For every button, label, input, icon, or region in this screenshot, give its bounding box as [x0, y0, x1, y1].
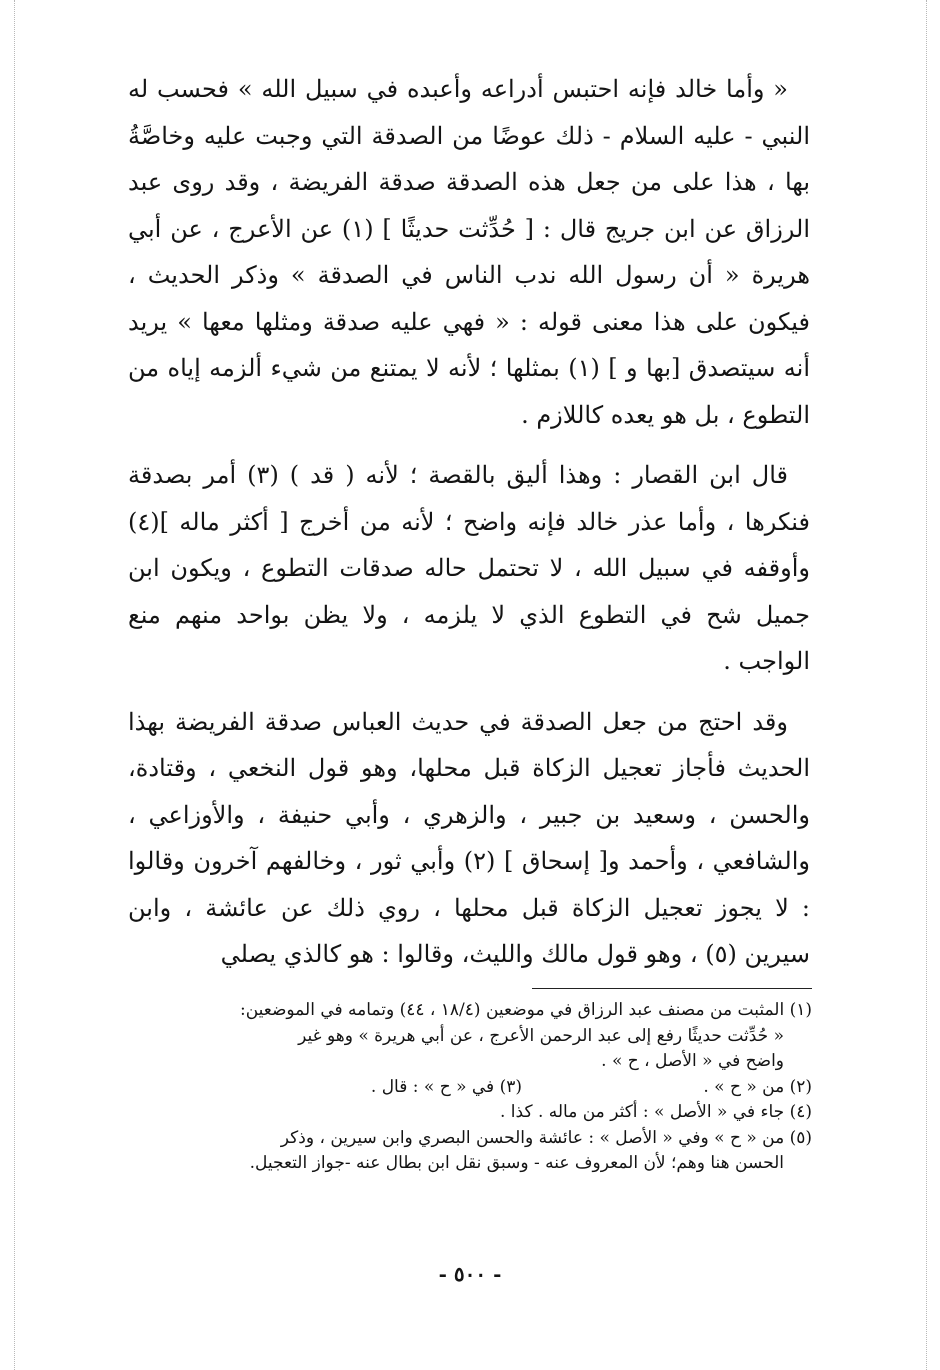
paragraph-3: وقد احتج من جعل الصدقة في حديث العباس صدقة الفريضة بهذا الحديث فأجاز تعجيل الزكاة قبل محلها، وهو قول النخعي ، وقتادة، والحسن ، وسعيد بن جبير ، والزهري ، وأبي حنيفة ، والأوزاعي ، والشافعي ، وأحمد و[ إسحاق ] (٢) وأبي ثور ، وخالفهم آخرون وقالوا : لا يجوز تعجيل الزكاة قبل محلها ، روي ذلك عن عائشة ، وابن سيرين (٥) ، وهو قول مالك والليث، وقالوا : هو كالذي يصلي	[128, 707, 810, 968]
page-number: - ٥٠٠ -	[438, 1262, 502, 1286]
scan-edge-left	[14, 0, 15, 1370]
footnote-4: (٤) جاء في « الأصل » : أكثر من ماله . كذا .	[500, 1102, 812, 1122]
footnote-1-line-2: « حُدِّثت حديثًا رفع إلى عبد الرحمن الأعرج ، عن أبي هريرة » وهو غير	[298, 1025, 784, 1046]
paragraph-2: قال ابن القصار : وهذا أليق بالقصة ؛ لأنه ( قد ) (٣) أمر بصدقة فنكرها ، وأما عذر خالد فإنه واضح ؛ لأنه من أخرج [ أكثر ماله ](٤) وأوقفه في سبيل الله ، لا تحتمل حاله صدقات التطوع ، ويكون ابن جميل شح في التطوع الذي لا يلزمه ، ولا يظن بواحد منهم منع الواجب .	[128, 461, 810, 675]
footnote-1-line-3: واضح في « الأصل ، ح » .	[601, 1051, 784, 1071]
scan-edge-right	[926, 0, 927, 1370]
footnote-2: (٢) من « ح » .	[703, 1076, 812, 1097]
footnote-1-line-1: (١) المثبت من مصنف عبد الرزاق في موضعين (١٨/٤ ، ٤٤) وتمامه في الموضعين:	[239, 1000, 812, 1020]
footnote-3: (٣) في « ح » : قال .	[370, 1076, 522, 1097]
footnote-row-2-3	[128, 1075, 812, 1101]
footnotes	[128, 998, 812, 1177]
footnote-5-line-1: (٥) من « ح » وفي « الأصل » : عائشة والحسن البصري وابن سيرين ، وذكر	[280, 1127, 812, 1148]
main-text-body	[128, 66, 810, 978]
footnote-5-line-2: الحسن هنا وهم؛ لأن المعروف عنه - وسبق نقل ابن بطال عنه -جواز التعجيل.	[249, 1153, 784, 1173]
footnote-separator	[532, 988, 812, 989]
paragraph-1: « وأما خالد فإنه احتبس أدراعه وأعبده في سبيل الله » فحسب له النبي - عليه السلام - ذلك عوضًا من الصدقة التي وجبت عليه وخاصَّةُ بها ، هذا على من جعل هذه الصدقة صدقة الفريضة ، وقد روى عبد الرزاق عن ابن جريج قال : [ حُدِّثت حديثًا ] (١) عن الأعرج ، عن أبي هريرة « أن رسول الله ندب الناس في الصدقة » وذكر الحديث ، فيكون على هذا معنى قوله : « فهي عليه صدقة ومثلها معها » يريد أنه سيتصدق [بها و ] (١) بمثلها ؛ لأنه لا يمتنع من شيء ألزمه إياه من التطوع ، بل هو يعده كاللازم .	[128, 75, 811, 429]
